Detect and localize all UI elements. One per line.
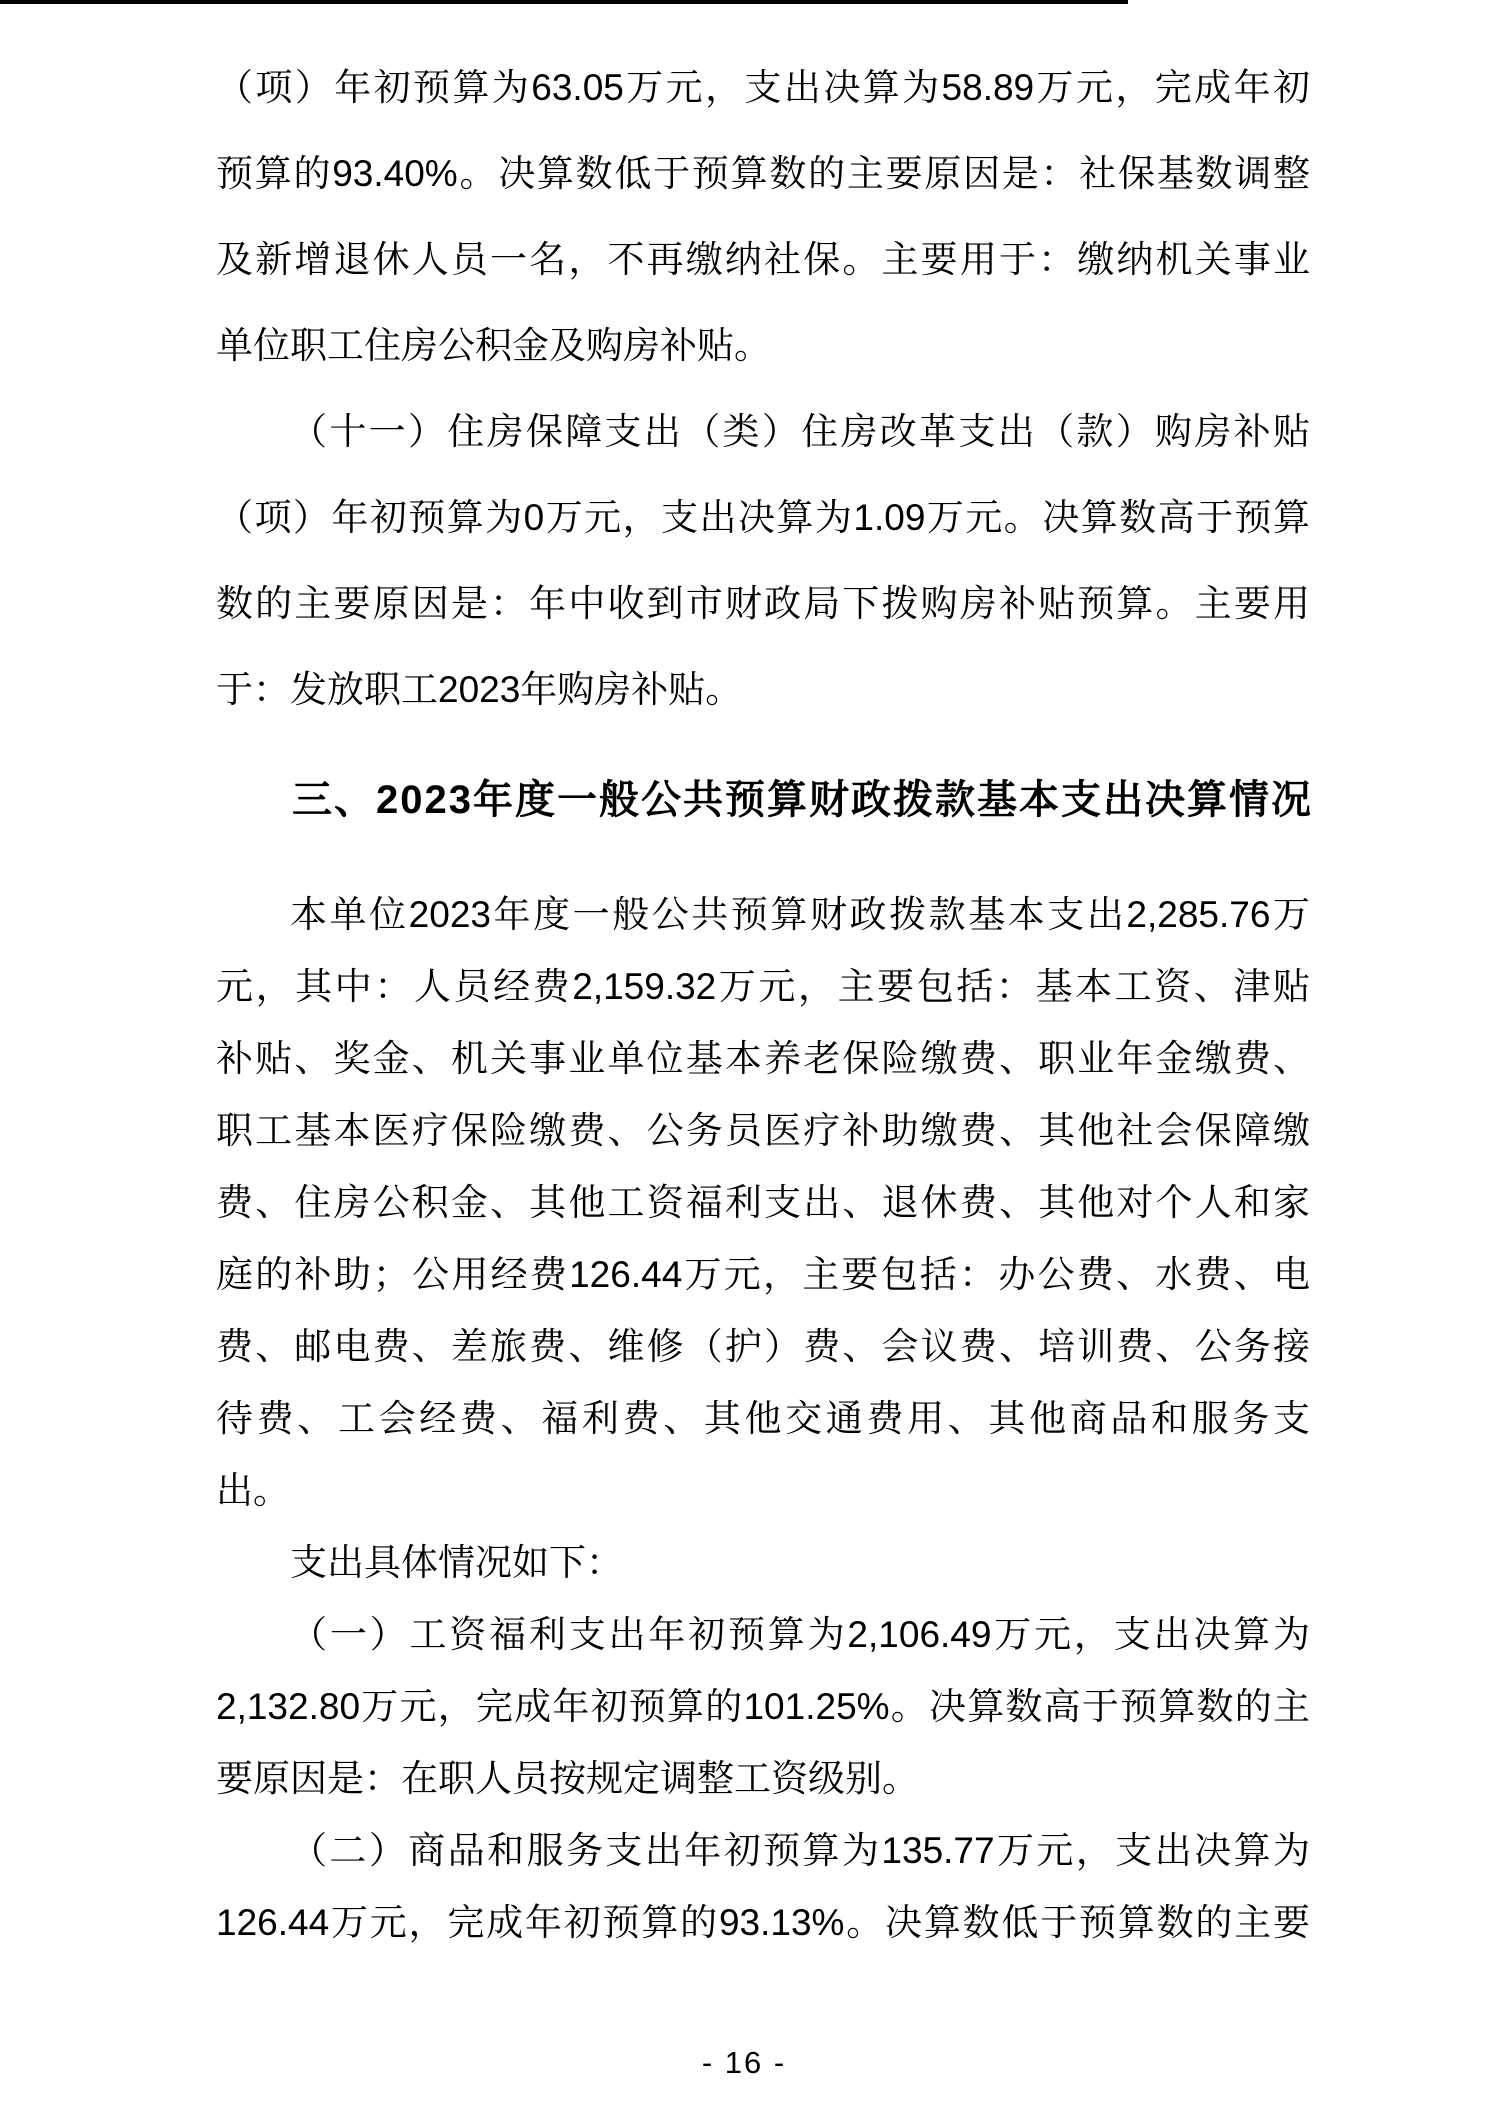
text-line: 职工基本医疗保险缴费、公务员医疗补助缴费、其他社会保障缴 bbox=[216, 1110, 1310, 1151]
text-line: 元，其中：人员经费2,159.32万元，主要包括：基本工资、津贴 bbox=[216, 966, 1310, 1007]
text-line: 预算的93.40%。决算数低于预算数的主要原因是：社保基数调整 bbox=[216, 153, 1310, 194]
text-line: 费、邮电费、差旅费、维修（护）费、会议费、培训费、公务接 bbox=[216, 1326, 1310, 1367]
text-line: （二）商品和服务支出年初预算为135.77万元，支出决算为 bbox=[290, 1830, 1310, 1871]
text-line: 于：发放职工2023年购房补贴。 bbox=[216, 669, 743, 710]
paragraph-block-main bbox=[216, 843, 1310, 1959]
text-line: 补贴、奖金、机关事业单位基本养老保险缴费、职业年金缴费、 bbox=[216, 1038, 1310, 1079]
text-line: （一）工资福利支出年初预算为2,106.49万元，支出决算为 bbox=[290, 1614, 1310, 1655]
text-line: （十一）住房保障支出（类）住房改革支出（款）购房补贴 bbox=[290, 411, 1310, 452]
page-number: - 16 - bbox=[701, 2045, 787, 2080]
text-line: 及新增退休人员一名，不再缴纳社保。主要用于：缴纳机关事业 bbox=[216, 239, 1310, 280]
text-line: 单位职工住房公积金及购房补贴。 bbox=[216, 325, 771, 366]
text-line: 支出具体情况如下： bbox=[290, 1542, 623, 1583]
content-column bbox=[216, 0, 1313, 1959]
text-line: 出。 bbox=[216, 1470, 290, 1511]
section-heading: 三、2023年度一般公共预算财政拨款基本支出决算情况 bbox=[292, 778, 1313, 822]
text-line: （项）年初预算为63.05万元，支出决算为58.89万元，完成年初 bbox=[216, 67, 1310, 108]
text-line: 126.44万元，完成年初预算的93.13%。决算数低于预算数的主要 bbox=[216, 1902, 1310, 1943]
text-line: 2,132.80万元，完成年初预算的101.25%。决算数高于预算数的主 bbox=[216, 1686, 1310, 1727]
text-line: 数的主要原因是：年中收到市财政局下拨购房补贴预算。主要用 bbox=[216, 583, 1310, 624]
text-line: 要原因是：在职人员按规定调整工资级别。 bbox=[216, 1758, 919, 1799]
paragraph-block-top bbox=[216, 0, 1310, 733]
text-line: （项）年初预算为0万元，支出决算为1.09万元。决算数高于预算 bbox=[216, 497, 1310, 538]
text-line: 费、住房公积金、其他工资福利支出、退休费、其他对个人和家 bbox=[216, 1182, 1310, 1223]
text-line: 待费、工会经费、福利费、其他交通费用、其他商品和服务支 bbox=[216, 1398, 1310, 1439]
text-line: 本单位2023年度一般公共预算财政拨款基本支出2,285.76万 bbox=[290, 894, 1310, 935]
text-line: 庭的补助；公用经费126.44万元，主要包括：办公费、水费、电 bbox=[216, 1254, 1310, 1295]
